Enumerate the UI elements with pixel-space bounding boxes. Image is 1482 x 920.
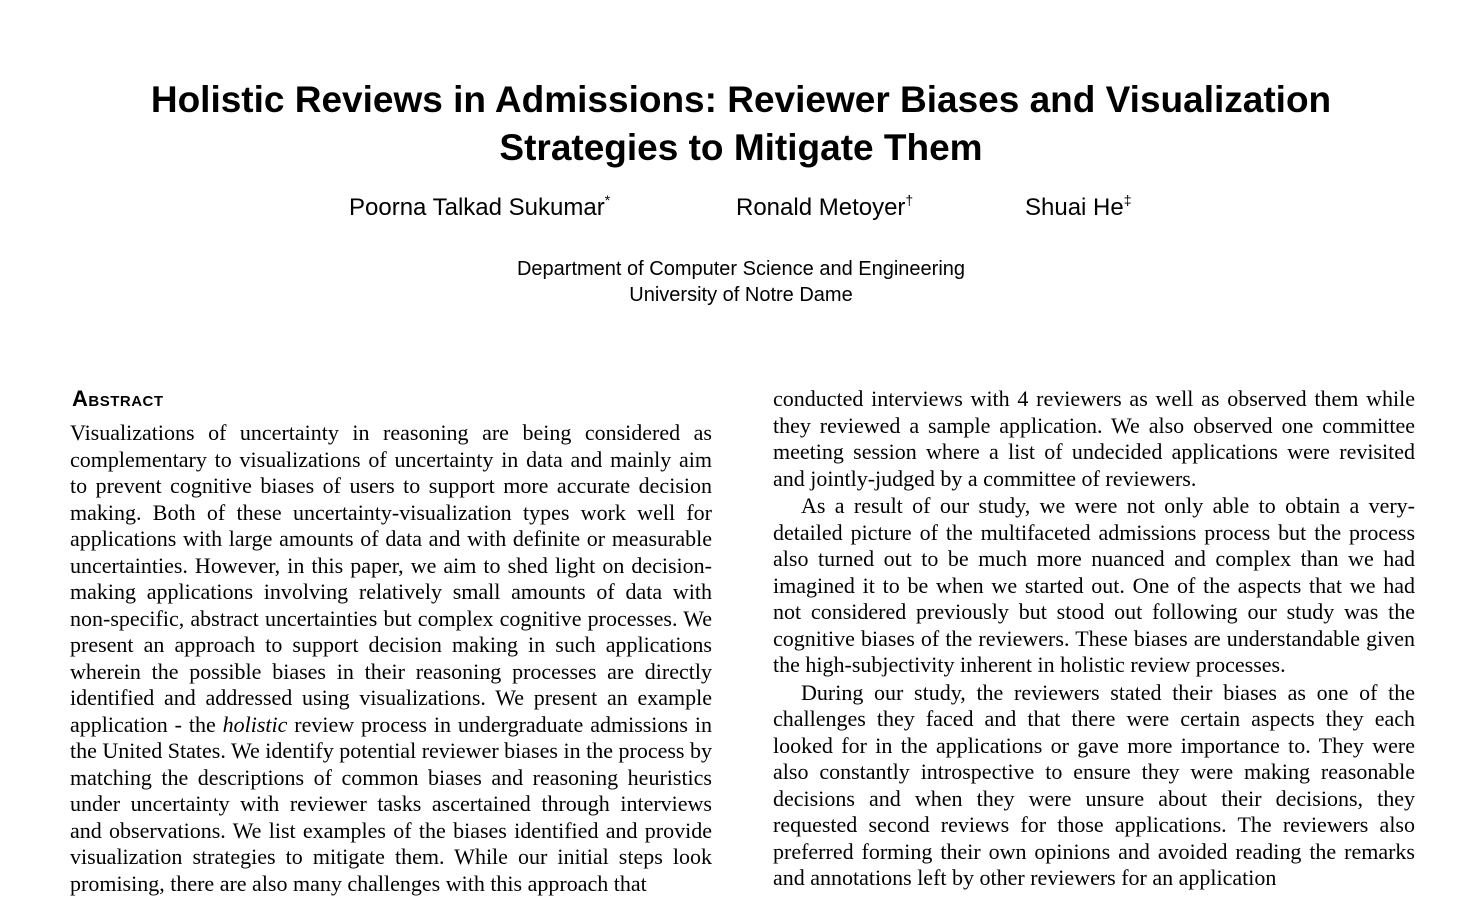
author-2 — [736, 192, 913, 224]
body-paragraph-1: conducted interviews with 4 reviewers as well as observed them while they reviewed a sample application. We also observed one committee meeting session where a list of undecided applications were revisited and jointly-judged by a committee of reviewers. — [773, 386, 1415, 491]
body-paragraph-2: As a result of our study, we were not only able to obtain a very-detailed picture of the multifaceted admissions process but the process also turned out to be much more nuanced and complex than we had imagined it to be when we started out. One of the aspects that we had not considered previously but stood out following our study was the cognitive biases of the reviewers. These biases are understandable given the high-subjectivity inherent in holistic review processes. — [773, 493, 1415, 677]
author-footnote-mark: ‡ — [1123, 192, 1132, 208]
abstract-heading: Abstract — [72, 386, 164, 411]
body-paragraph-3: During our study, the reviewers stated their biases as one of the challenges they faced and that there were certain aspects they each looked for in the applications or gave more importance to. They were also constantly introspective to ensure they were making reasonable decisions and when they were unsure about their decisions, they requested second reviews for those applications. The reviewers also preferred forming their own opinions and avoided reading the remarks and annotations left by other reviewers for an application — [773, 679, 1415, 890]
right-column — [773, 386, 1415, 892]
abstract-text-part-2: review process in undergraduate admissions in the United States. We identify potential reviewer biases in the process by matching the descriptions of common biases and reasoning heuristics under uncertainty with reviewer tasks ascertained through interviews and observations. We list examples of the biases identified and provide visualization strategies to mitigate them. While our initial steps look promising, there are also many challenges with this approach that — [70, 711, 712, 896]
author-name: Poorna Talkad Sukumar — [349, 194, 605, 221]
author-3 — [1025, 192, 1132, 224]
author-name: Ronald Metoyer — [736, 194, 906, 221]
paper-title — [0, 76, 1482, 172]
affiliation-department: Department of Computer Science and Engineering — [516, 258, 966, 280]
author-footnote-mark: * — [604, 192, 611, 208]
author-footnote-mark: † — [905, 192, 914, 208]
author-name: Shuai He — [1025, 194, 1124, 221]
title-line-2: Strategies to Mitigate Them — [499, 127, 983, 168]
abstract-emphasis: holistic — [222, 711, 288, 737]
abstract-text-part-1: Visualizations of uncertainty in reasoning are being considered as complementary to visualizations of uncertainty in data and mainly aim to prevent cognitive biases of users to support more accurate decision making. Both of these uncertainty-visualization types work well for applications with large amounts of data and with definite or measurable uncertainties. However, in this paper, we aim to shed light on decision-making applications involving relatively small amounts of data with non-specific, abstract uncertainties but complex cognitive processes. We present an approach to support decision making in such applications wherein the possible biases in their reasoning processes are directly identified and addressed using visualizations. We present an example application - the — [70, 420, 712, 737]
affiliation-university: University of Notre Dame — [629, 284, 853, 306]
abstract-paragraph — [70, 420, 712, 897]
author-1 — [349, 192, 610, 224]
title-line-1: Holistic Reviews in Admissions: Reviewer Biases and Visualization — [150, 79, 1332, 120]
left-column — [70, 384, 712, 897]
